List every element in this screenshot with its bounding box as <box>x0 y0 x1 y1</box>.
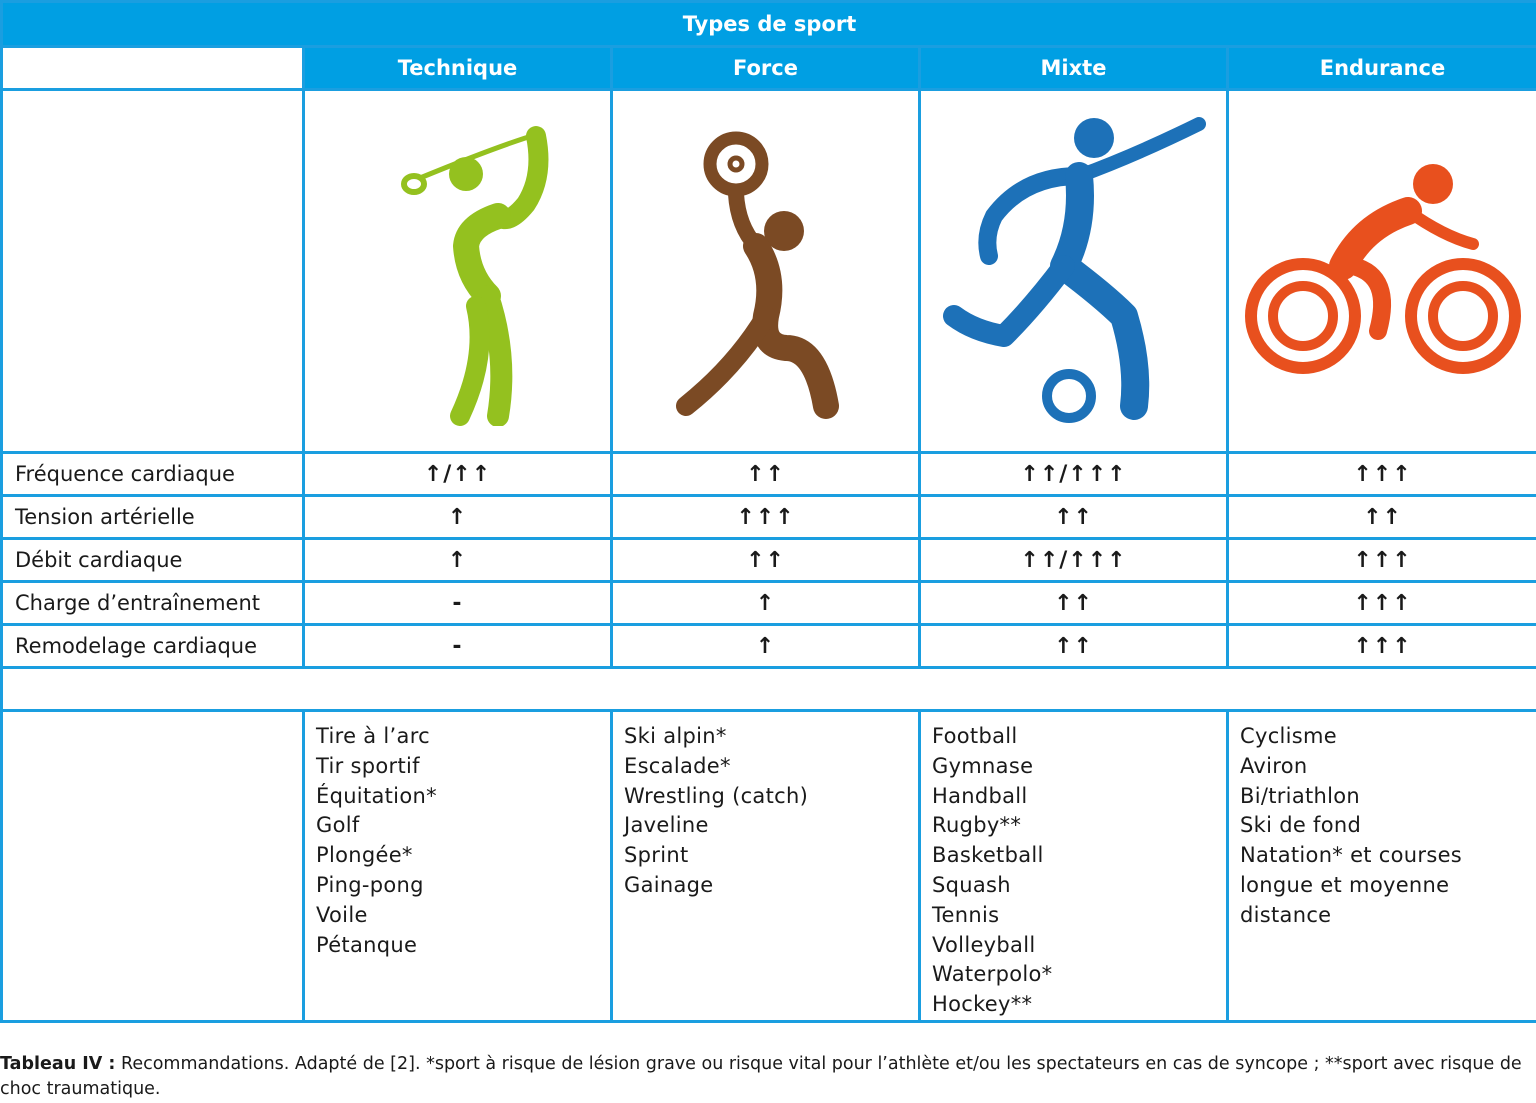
caption-text: Recommandations. Adapté de [2]. *sport à risque de lésion grave ou risque vital pour l’athlète et/ou les spectateurs en cas de syncope ; **sport avec risque de choc traumatique. <box>0 1054 1522 1099</box>
list-item: Hockey** <box>932 992 1033 1017</box>
icon-cell-mixte <box>920 90 1228 453</box>
list-item: Handball <box>932 783 1028 808</box>
row-value: ↑↑↑ <box>1228 539 1536 582</box>
list-item: Sprint <box>624 843 689 868</box>
list-item: Rugby** <box>932 813 1022 838</box>
list-item: Waterpolo* <box>932 962 1053 987</box>
row-value: ↑↑ <box>612 453 920 496</box>
column-header-technique: Technique <box>304 47 612 90</box>
row-value: ↑/↑↑ <box>304 453 612 496</box>
list-item: Escalade* <box>624 753 731 778</box>
row-value: - <box>304 625 612 668</box>
row-value: ↑↑ <box>1228 496 1536 539</box>
weightlifter-icon <box>666 116 866 426</box>
list-item: Cyclisme <box>1240 724 1338 748</box>
list-item: Wrestling (catch) <box>624 783 809 808</box>
row-value: ↑↑ <box>920 625 1228 668</box>
row-value: ↑↑↑ <box>1228 453 1536 496</box>
row-label: Fréquence cardiaque <box>2 453 304 496</box>
row-value: ↑↑/↑↑↑ <box>920 539 1228 582</box>
list-item: Basketball <box>932 843 1044 868</box>
column-header-mixte: Mixte <box>920 47 1228 90</box>
list-item: Pétanque <box>316 932 418 957</box>
list-item: distance <box>1240 902 1332 927</box>
row-label: Remodelage cardiaque <box>2 625 304 668</box>
table-row <box>2 625 1536 668</box>
list-item: Gymnase <box>932 753 1034 778</box>
list-item: Natation* et courses <box>1240 843 1463 868</box>
row-label: Débit cardiaque <box>2 539 304 582</box>
list-item: Plongée* <box>316 843 413 868</box>
list-item: Gainage <box>624 872 714 897</box>
list-item: longue et moyenne <box>1240 872 1450 897</box>
list-item: Équitation* <box>316 783 437 808</box>
list-item: Tennis <box>932 902 1000 927</box>
column-header-force: Force <box>612 47 920 90</box>
golfer-icon <box>348 116 568 426</box>
list-item: Voile <box>316 902 368 927</box>
list-item: Tir sportif <box>316 753 420 778</box>
sports-list-technique <box>304 711 612 1022</box>
icon-cell-technique <box>304 90 612 453</box>
list-item: Ski de fond <box>1240 813 1362 838</box>
row-value: - <box>304 582 612 625</box>
row-value: ↑↑/↑↑↑ <box>920 453 1228 496</box>
table-row <box>2 453 1536 496</box>
row-value: ↑ <box>304 496 612 539</box>
list-item: Aviron <box>1240 753 1308 778</box>
footballer-icon <box>934 116 1214 426</box>
icons-blank-cell <box>2 90 304 453</box>
table-row <box>2 582 1536 625</box>
row-value: ↑↑↑ <box>612 496 920 539</box>
row-value: ↑↑ <box>920 496 1228 539</box>
list-item: Volleyball <box>932 932 1036 957</box>
list-item: Squash <box>932 872 1011 897</box>
row-value: ↑ <box>304 539 612 582</box>
row-label: Tension artérielle <box>2 496 304 539</box>
cyclist-icon <box>1243 156 1523 386</box>
table-row <box>2 539 1536 582</box>
list-item: Bi/triathlon <box>1240 783 1361 808</box>
row-value: ↑↑ <box>612 539 920 582</box>
caption-label: Tableau IV : <box>0 1054 116 1074</box>
list-item: Tire à l’arc <box>316 724 431 748</box>
list-item: Javeline <box>624 813 709 838</box>
list-item: Ping-pong <box>316 872 424 897</box>
list-item: Ski alpin* <box>624 724 727 748</box>
table-title: Types de sport <box>2 2 1536 47</box>
spacer-row <box>2 668 1536 711</box>
icon-cell-force <box>612 90 920 453</box>
row-value: ↑ <box>612 625 920 668</box>
table-caption <box>0 1052 1536 1102</box>
row-value: ↑↑↑ <box>1228 582 1536 625</box>
header-blank-cell <box>2 47 304 90</box>
row-label: Charge d’entraînement <box>2 582 304 625</box>
table-row <box>2 496 1536 539</box>
row-value: ↑↑↑ <box>1228 625 1536 668</box>
sports-list-endurance <box>1228 711 1536 1022</box>
column-header-endurance: Endurance <box>1228 47 1536 90</box>
list-item: Football <box>932 724 1018 748</box>
row-value: ↑↑ <box>920 582 1228 625</box>
row-value: ↑ <box>612 582 920 625</box>
list-item: Golf <box>316 813 360 838</box>
sports-list-force <box>612 711 920 1022</box>
sports-list-mixte <box>920 711 1228 1022</box>
icon-cell-endurance <box>1228 90 1536 453</box>
sports-blank-cell <box>2 711 304 1022</box>
